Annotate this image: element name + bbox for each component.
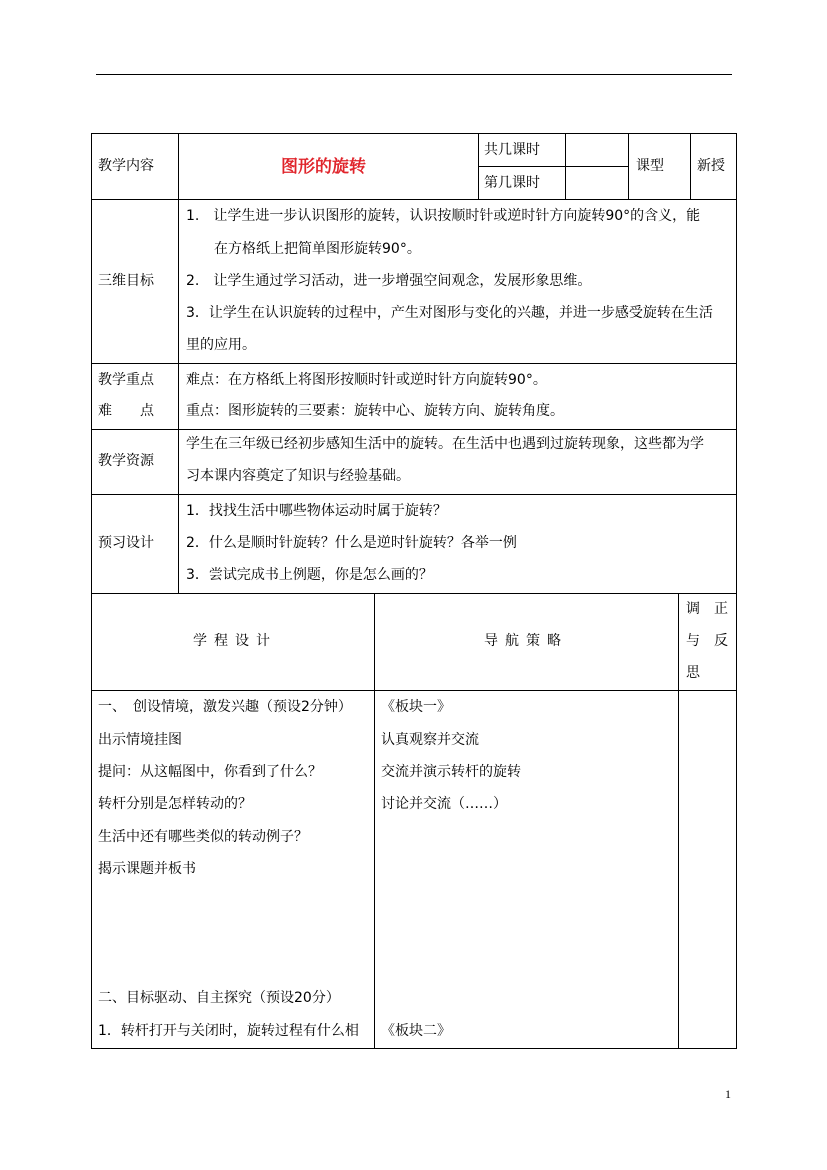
resources-line: 学生在三年级已经初步感知生活中的旋转。在生活中也遇到过旋转现象，这些都为学	[186, 436, 704, 452]
strategy-header: 导航策略	[484, 633, 568, 649]
process-line: 1．转杆打开与关闭时，旋转过程有什么相	[98, 1023, 359, 1039]
difficulty-label: 难 点	[98, 403, 154, 419]
difficulty-text: 难点：在方格纸上将图形按顺时针或逆时针方向旋转90°。	[186, 372, 547, 388]
page-number: 1	[725, 1087, 731, 1101]
resources-label: 教学资源	[98, 453, 154, 469]
process-line: 转杆分别是怎样转动的？	[98, 796, 252, 812]
reflection-header-char: 调	[686, 601, 700, 617]
preview-line: 3．尝试完成书上例题，你是怎么画的？	[186, 567, 433, 583]
strategy-line: 认真观察并交流	[381, 732, 479, 748]
resources-line: 习本课内容奠定了知识与经验基础。	[186, 468, 410, 484]
process-line: 一、 创设情境，激发兴趣（预设2分钟）	[98, 699, 352, 715]
header-rule	[96, 74, 732, 75]
objective-line: 里的应用。	[186, 337, 256, 353]
process-line: 出示情境挂图	[98, 732, 182, 748]
objective-line: 1. 让学生进一步认识图形的旋转，认识按顺时针或逆时针方向旋转90°的含义，能	[186, 208, 701, 224]
process-line: 提问：从这幅图中，你看到了什么？	[98, 764, 322, 780]
preview-line: 1．找找生活中哪些物体运动时属于旋转？	[186, 503, 447, 519]
strategy-line: 《板块一》	[381, 699, 451, 715]
process-line: 揭示课题并板书	[98, 861, 196, 877]
key-points-label: 教学重点	[98, 372, 154, 388]
objective-line: 在方格纸上把简单图形旋转90°。	[214, 241, 421, 257]
reflection-header-char: 与	[686, 633, 700, 649]
reflection-header-char: 思	[686, 665, 700, 681]
strategy-line: 讨论并交流（……）	[381, 796, 507, 812]
strategy-line: 《板块二》	[381, 1023, 451, 1039]
key-point-text: 重点：图形旋转的三要素：旋转中心、旋转方向、旋转角度。	[186, 403, 564, 419]
lesson-title: 图形的旋转	[281, 157, 366, 177]
reflection-header-char: 正	[714, 601, 728, 617]
objective-line: 2. 让学生通过学习活动，进一步增强空间观念，发展形象思维。	[186, 273, 592, 289]
process-header: 学程设计	[193, 633, 277, 649]
process-line: 二、目标驱动、自主探究（预设20分）	[98, 990, 340, 1006]
objective-line: 3．让学生在认识旋转的过程中，产生对图形与变化的兴趣，并进一步感受旋转在生活	[186, 305, 713, 321]
preview-line: 2．什么是顺时针旋转？什么是逆时针旋转？各举一例	[186, 535, 517, 551]
lesson-type-label: 课型	[636, 158, 664, 174]
objectives-label: 三维目标	[98, 273, 154, 289]
process-line: 生活中还有哪些类似的转动例子？	[98, 829, 308, 845]
content-label: 教学内容	[98, 158, 154, 174]
preview-label: 预习设计	[98, 535, 154, 551]
lesson-type-value: 新授	[697, 158, 725, 174]
strategy-line: 交流并演示转杆的旋转	[381, 764, 521, 780]
which-hour-label: 第几课时	[484, 175, 540, 191]
reflection-header-char: 反	[714, 633, 728, 649]
total-hours-label: 共几课时	[484, 142, 540, 158]
